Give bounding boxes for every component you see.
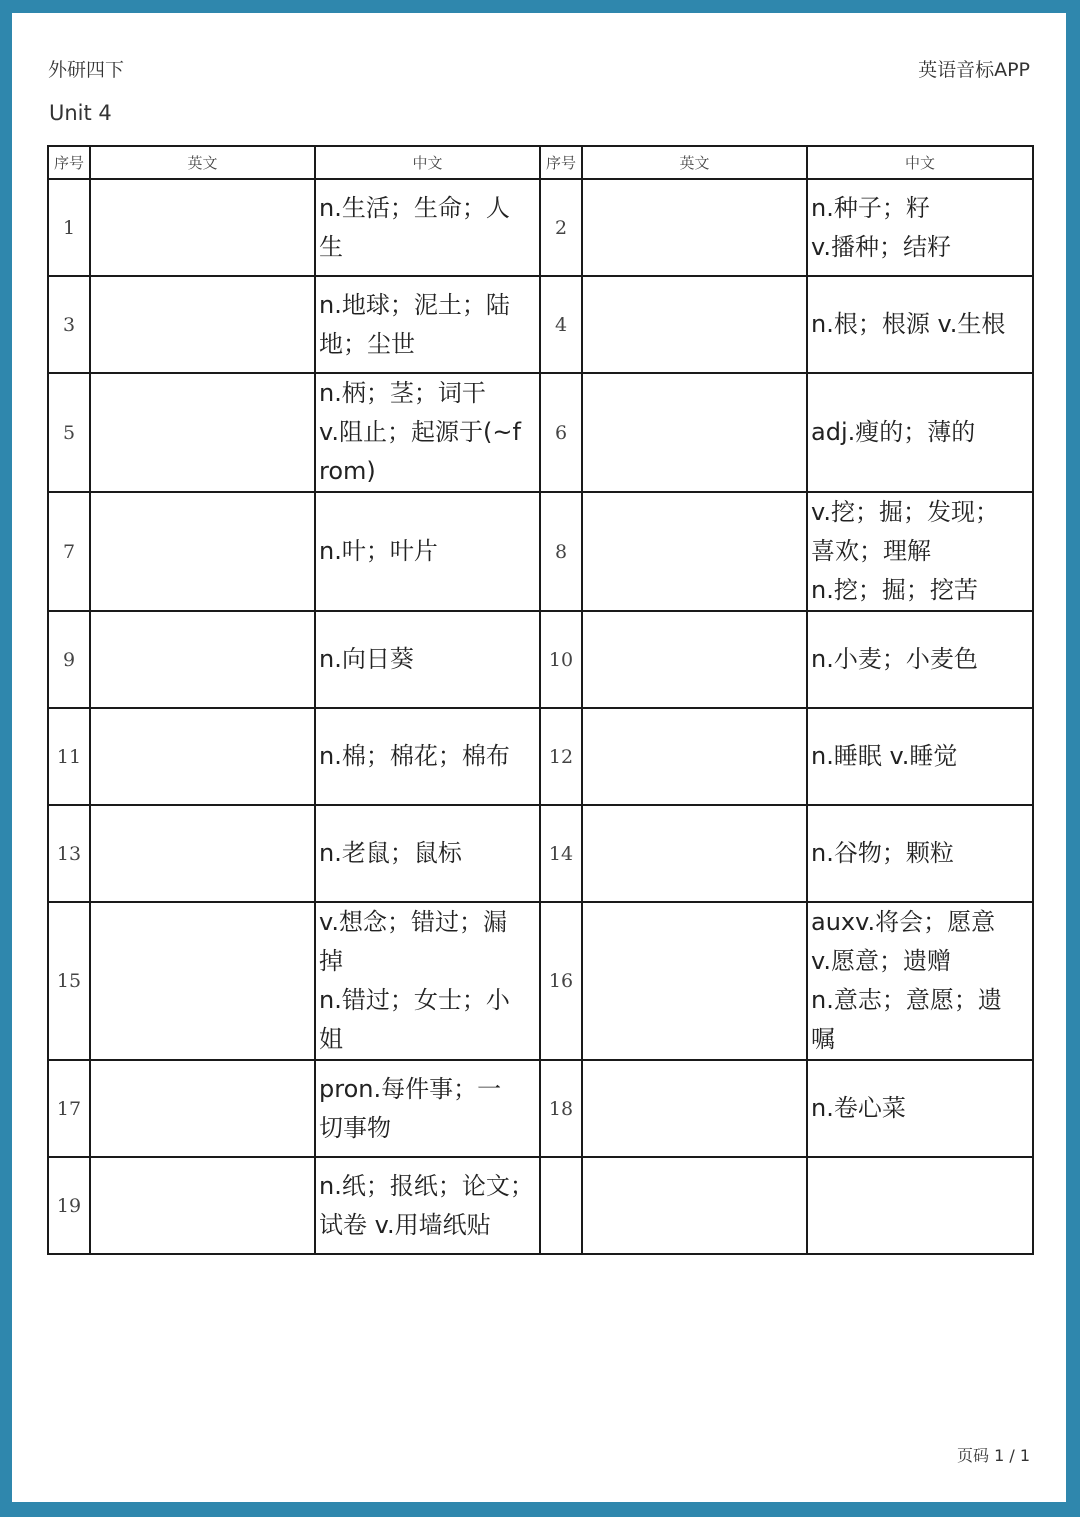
- chinese-meaning: n.生活；生命；人 生: [315, 179, 540, 276]
- chinese-meaning: n.向日葵: [315, 611, 540, 708]
- word-number: 8: [540, 492, 582, 611]
- english-word-blank[interactable]: [90, 805, 315, 902]
- word-number: 6: [540, 373, 582, 492]
- word-number: 15: [48, 902, 90, 1060]
- column-header-english: 英文: [90, 146, 315, 179]
- table-row: [48, 492, 1033, 611]
- english-word-blank[interactable]: [582, 179, 807, 276]
- column-header-number: 序号: [48, 146, 90, 179]
- vocabulary-table: [47, 145, 1034, 1255]
- english-word-blank[interactable]: [582, 708, 807, 805]
- english-word-blank[interactable]: [90, 708, 315, 805]
- table-row: [48, 708, 1033, 805]
- word-number: 5: [48, 373, 90, 492]
- table-header-row: [48, 146, 1033, 179]
- word-number: 11: [48, 708, 90, 805]
- word-number: 14: [540, 805, 582, 902]
- chinese-meaning: v.挖；掘；发现； 喜欢；理解 n.挖；掘；挖苦: [807, 492, 1033, 611]
- english-word-blank[interactable]: [582, 373, 807, 492]
- word-number: 16: [540, 902, 582, 1060]
- unit-title: Unit 4: [49, 101, 112, 125]
- chinese-meaning: n.地球；泥土；陆 地；尘世: [315, 276, 540, 373]
- page-number: 页码 1 / 1: [956, 1446, 1030, 1465]
- chinese-meaning: n.叶；叶片: [315, 492, 540, 611]
- english-word-blank[interactable]: [90, 611, 315, 708]
- column-header-english: 英文: [582, 146, 807, 179]
- column-header-chinese: 中文: [315, 146, 540, 179]
- english-word-blank[interactable]: [582, 492, 807, 611]
- english-word-blank[interactable]: [90, 902, 315, 1060]
- chinese-meaning: n.卷心菜: [807, 1060, 1033, 1157]
- english-word-blank[interactable]: [582, 1157, 807, 1254]
- word-number: 18: [540, 1060, 582, 1157]
- english-word-blank[interactable]: [90, 373, 315, 492]
- word-number: 4: [540, 276, 582, 373]
- table-row: [48, 611, 1033, 708]
- word-number: 7: [48, 492, 90, 611]
- english-word-blank[interactable]: [582, 276, 807, 373]
- chinese-meaning: adj.瘦的；薄的: [807, 373, 1033, 492]
- chinese-meaning: n.老鼠；鼠标: [315, 805, 540, 902]
- chinese-meaning: v.想念；错过；漏 掉 n.错过；女士；小 姐: [315, 902, 540, 1060]
- table-row: [48, 179, 1033, 276]
- column-header-chinese: 中文: [807, 146, 1033, 179]
- chinese-meaning: n.柄；茎；词干 v.阻止；起源于(~f rom): [315, 373, 540, 492]
- english-word-blank[interactable]: [582, 611, 807, 708]
- chinese-meaning: n.谷物；颗粒: [807, 805, 1033, 902]
- column-header-number: 序号: [540, 146, 582, 179]
- english-word-blank[interactable]: [90, 492, 315, 611]
- chinese-meaning: pron.每件事；一 切事物: [315, 1060, 540, 1157]
- english-word-blank[interactable]: [582, 902, 807, 1060]
- english-word-blank[interactable]: [90, 1060, 315, 1157]
- english-word-blank[interactable]: [582, 805, 807, 902]
- word-number: 10: [540, 611, 582, 708]
- chinese-meaning: n.种子；籽 v.播种；结籽: [807, 179, 1033, 276]
- english-word-blank[interactable]: [582, 1060, 807, 1157]
- word-number: [540, 1157, 582, 1254]
- table-row: [48, 1060, 1033, 1157]
- table-row: [48, 373, 1033, 492]
- word-number: 12: [540, 708, 582, 805]
- chinese-meaning: n.棉；棉花；棉布: [315, 708, 540, 805]
- word-number: 3: [48, 276, 90, 373]
- word-number: 17: [48, 1060, 90, 1157]
- word-number: 9: [48, 611, 90, 708]
- english-word-blank[interactable]: [90, 179, 315, 276]
- word-number: 2: [540, 179, 582, 276]
- header-app-name: 英语音标APP: [918, 59, 1030, 81]
- document-page: [12, 13, 1066, 1502]
- word-number: 1: [48, 179, 90, 276]
- header-textbook-name: 外研四下: [48, 59, 125, 81]
- chinese-meaning: auxv.将会；愿意 v.愿意；遗赠 n.意志；意愿；遗 嘱: [807, 902, 1033, 1060]
- word-number: 19: [48, 1157, 90, 1254]
- table-row: [48, 902, 1033, 1060]
- chinese-meaning: n.根；根源 v.生根: [807, 276, 1033, 373]
- chinese-meaning: n.纸；报纸；论文； 试卷 v.用墙纸贴: [315, 1157, 540, 1254]
- word-number: 13: [48, 805, 90, 902]
- english-word-blank[interactable]: [90, 1157, 315, 1254]
- chinese-meaning: n.小麦；小麦色: [807, 611, 1033, 708]
- table-row: [48, 805, 1033, 902]
- chinese-meaning: [807, 1157, 1033, 1254]
- chinese-meaning: n.睡眠 v.睡觉: [807, 708, 1033, 805]
- table-row: [48, 276, 1033, 373]
- table-row: [48, 1157, 1033, 1254]
- english-word-blank[interactable]: [90, 276, 315, 373]
